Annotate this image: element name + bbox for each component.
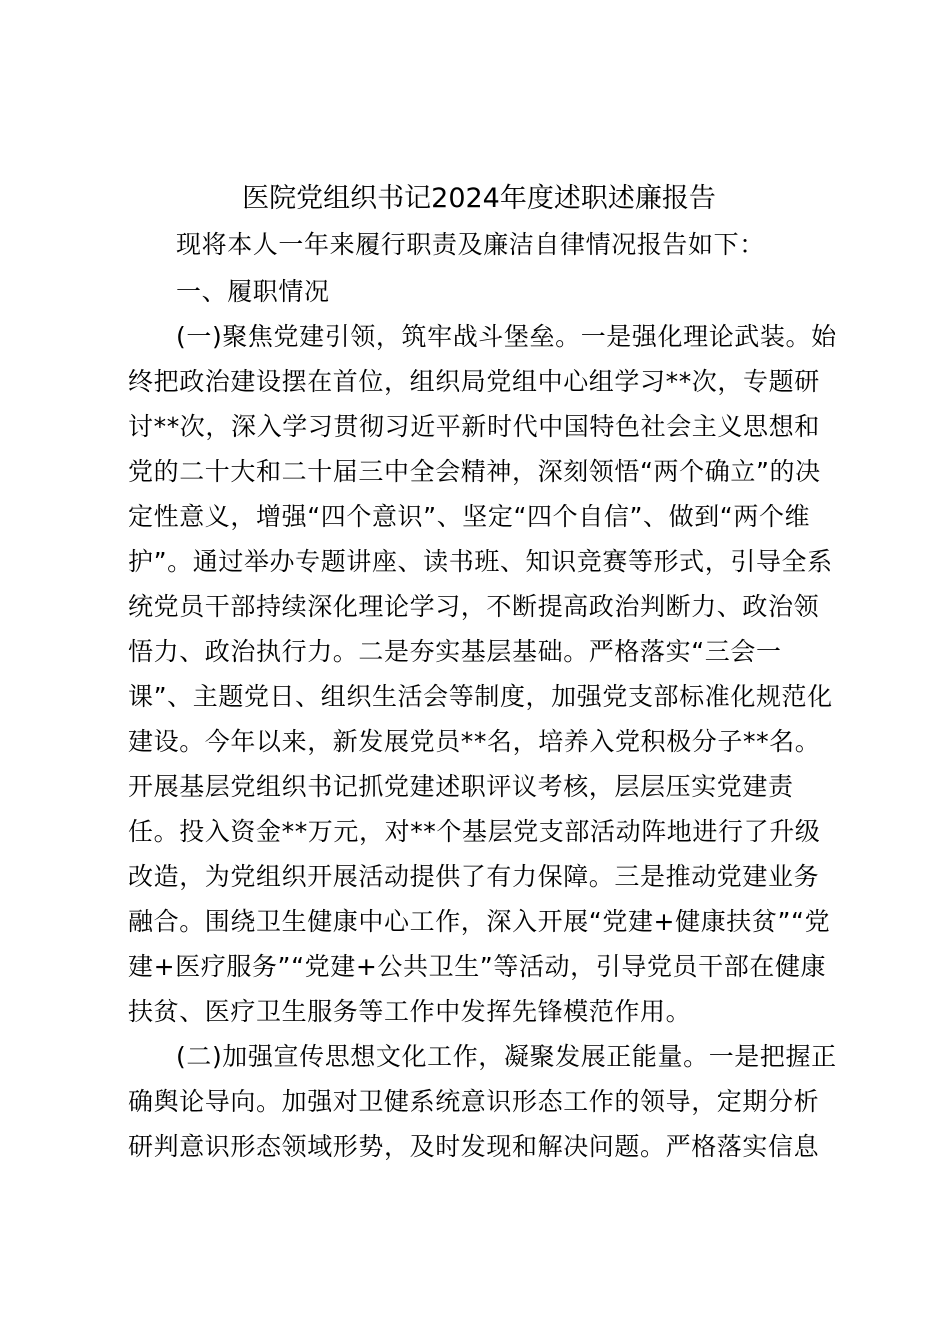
paragraph-line: (二)加强宣传思想文化工作，凝聚发展正能量。一是把握正 [176, 1042, 837, 1071]
paragraph-line: 悟力、政治执行力。二是夯实基层基础。严格落实“三会一 [128, 637, 782, 666]
paragraph-line: 建+医疗服务”“党建+公共卫生”等活动，引导党员干部在健康 [128, 952, 827, 981]
paragraph-line: 确舆论导向。加强对卫健系统意识形态工作的领导，定期分析 [128, 1087, 820, 1116]
paragraph-line: 扶贫、医疗卫生服务等工作中发挥先锋模范作用。 [128, 997, 692, 1026]
paragraph-line: (一)聚焦党建引领，筑牢战斗堡垒。一是强化理论武装。始 [176, 322, 837, 351]
paragraph-line: 开展基层党组织书记抓党建述职评议考核，层层压实党建责 [128, 772, 794, 801]
paragraph-line: 建设。今年以来，新发展党员**名，培养入党积极分子**名。 [128, 727, 821, 756]
paragraph-line: 统党员干部持续深化理论学习，不断提高政治判断力、政治领 [128, 592, 820, 621]
paragraph-line: 任。投入资金**万元，对**个基层党支部活动阵地进行了升级 [128, 817, 821, 846]
paragraph-line: 改造，为党组织开展活动提供了有力保障。三是推动党建业务 [128, 862, 820, 891]
paragraph-line: 终把政治建设摆在首位，组织局党组中心组学习**次，专题研 [128, 367, 820, 396]
paragraph-line: 融合。围绕卫生健康中心工作，深入开展“党建+健康扶贫”“党 [128, 907, 831, 936]
paragraph-line: 护”。通过举办专题讲座、读书班、知识竞赛等形式，引导全系 [128, 547, 833, 576]
paragraph-line: 课”、主题党日、组织生活会等制度，加强党支部标准化规范化 [128, 682, 833, 711]
paragraph-line: 讨**次，深入学习贯彻习近平新时代中国特色社会主义思想和 [128, 412, 820, 441]
intro-line: 现将本人一年来履行职责及廉洁自律情况报告如下： [176, 230, 765, 259]
document-title: 医院党组织书记2024年度述职述廉报告 [242, 183, 716, 214]
paragraph-line: 党的二十大和二十届三中全会精神，深刻领悟“两个确立”的决 [128, 457, 821, 486]
section-heading: 一、履职情况 [176, 277, 330, 306]
paragraph-line: 定性意义，增强“四个意识”、坚定“四个自信”、做到“两个维 [128, 502, 811, 531]
paragraph-line: 研判意识形态领域形势，及时发现和解决问题。严格落实信息 [128, 1132, 820, 1161]
